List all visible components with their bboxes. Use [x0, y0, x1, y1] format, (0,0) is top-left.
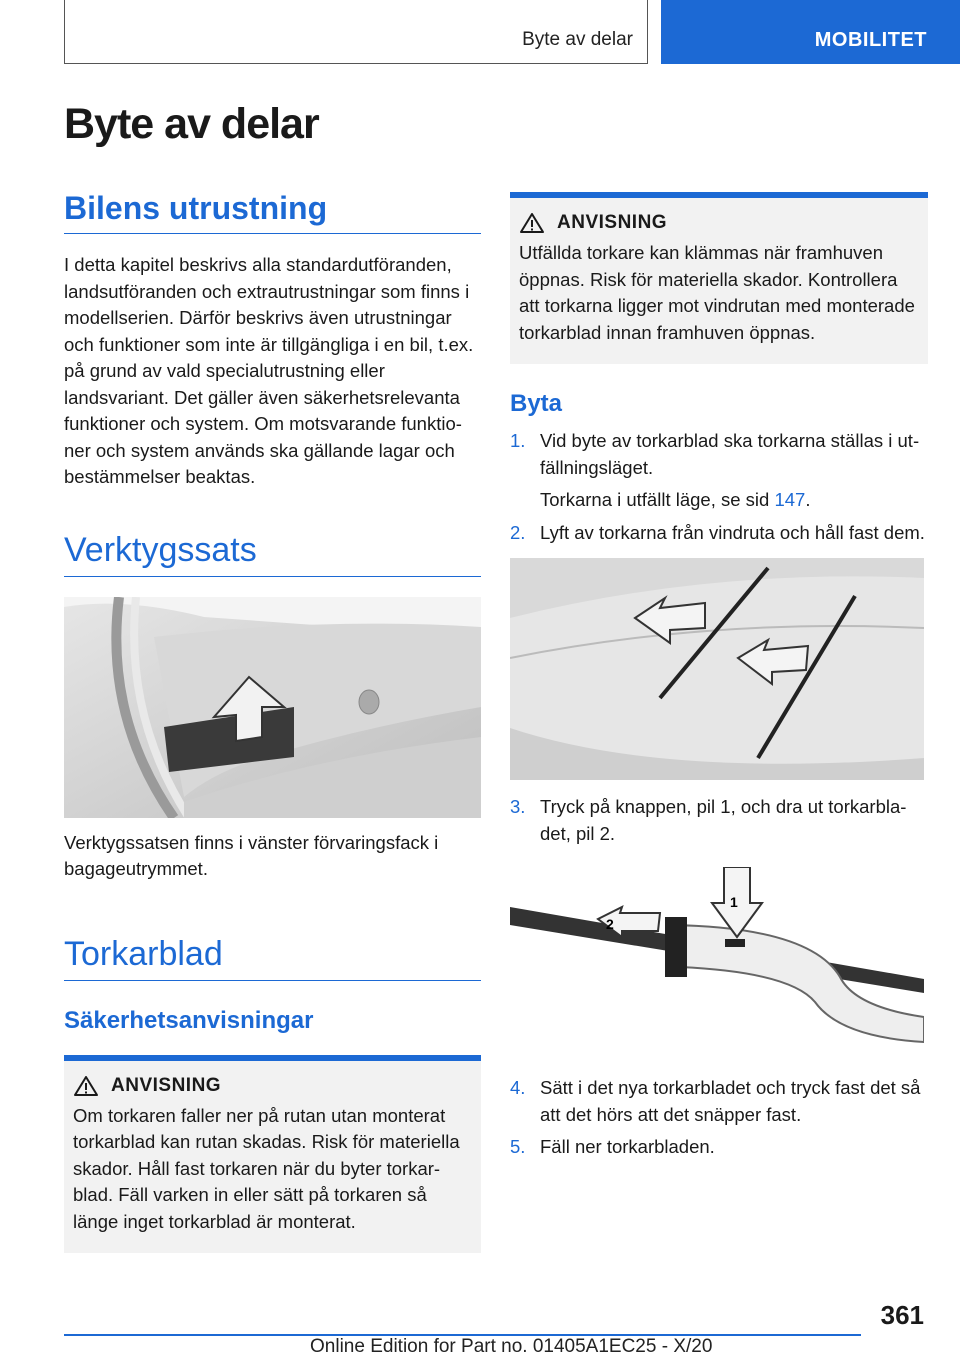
header-chapter-label: MOBILITET — [814, 29, 927, 51]
heading-replace: Byta — [510, 390, 563, 417]
page-ref-link[interactable]: 147 — [774, 489, 806, 510]
steps-list-c — [510, 1075, 928, 1161]
heading-equipment: Bilens utrustning — [64, 190, 481, 234]
list-item: 2. Lyft av torkarna från vindruta och håll fast dem. — [510, 521, 925, 543]
warning-triangle-icon — [519, 212, 545, 234]
header-chapter-tab[interactable] — [661, 0, 960, 64]
wiper-blade-photo — [510, 867, 924, 1057]
warning-triangle-icon — [73, 1075, 99, 1097]
heading-safety: Säkerhetsanvisningar — [64, 1006, 314, 1034]
windshield-illustration — [510, 558, 924, 780]
warning-box-2 — [510, 192, 928, 364]
warning-1-text: Om torkaren faller ner på rutan utan monterat torkarblad kan rutan skadas. Risk för materiella skador. Håll fast torkaren när du byter torkarblad. Fäll varken in eller sätt på torkaren så länge inget torkarblad är monterat. — [73, 1104, 460, 1232]
page-number: 361 — [880, 1300, 924, 1330]
header-section-title: Byte av delar — [522, 29, 633, 50]
toolkit-photo — [64, 597, 481, 818]
header-section-box — [64, 0, 648, 64]
windshield-photo — [510, 558, 924, 780]
heading-wiper: Torkarblad — [64, 935, 481, 981]
toolkit-illustration — [64, 597, 481, 818]
equipment-paragraph: I detta kapitel beskrivs alla standardutföranden, landsutföranden och extrautrustningar som finns i modellserien. Därför beskrivs även utrustningar och funktioner som inte är tillgängliga i en bil, t.ex. på grund av vald specialutrustning eller landsvariant. Det gäller även säkerhetsrelevanta funktioner och system. Om motsvarande funktioner och system används ska gällande lagar och bestämmelser beaktas. — [64, 254, 474, 487]
toolkit-caption: Verktygssatsen finns i vänster förvaringsfack i bagageutrymmet. — [64, 831, 439, 879]
heading-toolkit: Verktygssats — [64, 531, 481, 577]
footer-edition: Online Edition for Part no. 01405A1EC25 - X/20 — [310, 1336, 713, 1357]
steps-list-b — [510, 794, 928, 847]
list-item: 1. Vid byte av torkarblad ska torkarna ställas i utfällningsläget. Torkarna i utfällt läge, se sid 147. — [510, 428, 928, 514]
wiper-blade-illustration — [510, 867, 924, 1057]
left-column — [64, 190, 481, 1253]
warning-1-label: ANVISNING — [111, 1074, 222, 1096]
page-title: Byte av delar — [64, 100, 319, 148]
warning-2-text: Utfällda torkare kan klämmas när framhuven öppnas. Risk för materiella skador. Kontrollera att torkarna ligger mot vindrutan med monterade torkarblad innan framhuven öppnas. — [519, 242, 915, 343]
right-column — [510, 192, 928, 1167]
warning-2-label: ANVISNING — [557, 212, 668, 233]
warning-box-1 — [64, 1055, 481, 1254]
step-1-subtext: Torkarna i utfällt läge, se sid 147. — [540, 489, 811, 510]
arrow-label-2: 2 — [606, 916, 614, 932]
list-item: 5. Fäll ner torkarbladen. — [510, 1136, 715, 1157]
steps-list-a — [510, 428, 928, 546]
list-item: 4. Sätt i det nya torkarbladet och tryck fast det så att det hörs att det snäpper fast. — [510, 1077, 921, 1125]
list-item: 3. Tryck på knappen, pil 1, och dra ut torkarbladet, pil 2. — [510, 796, 907, 844]
arrow-label-1: 1 — [730, 894, 738, 910]
